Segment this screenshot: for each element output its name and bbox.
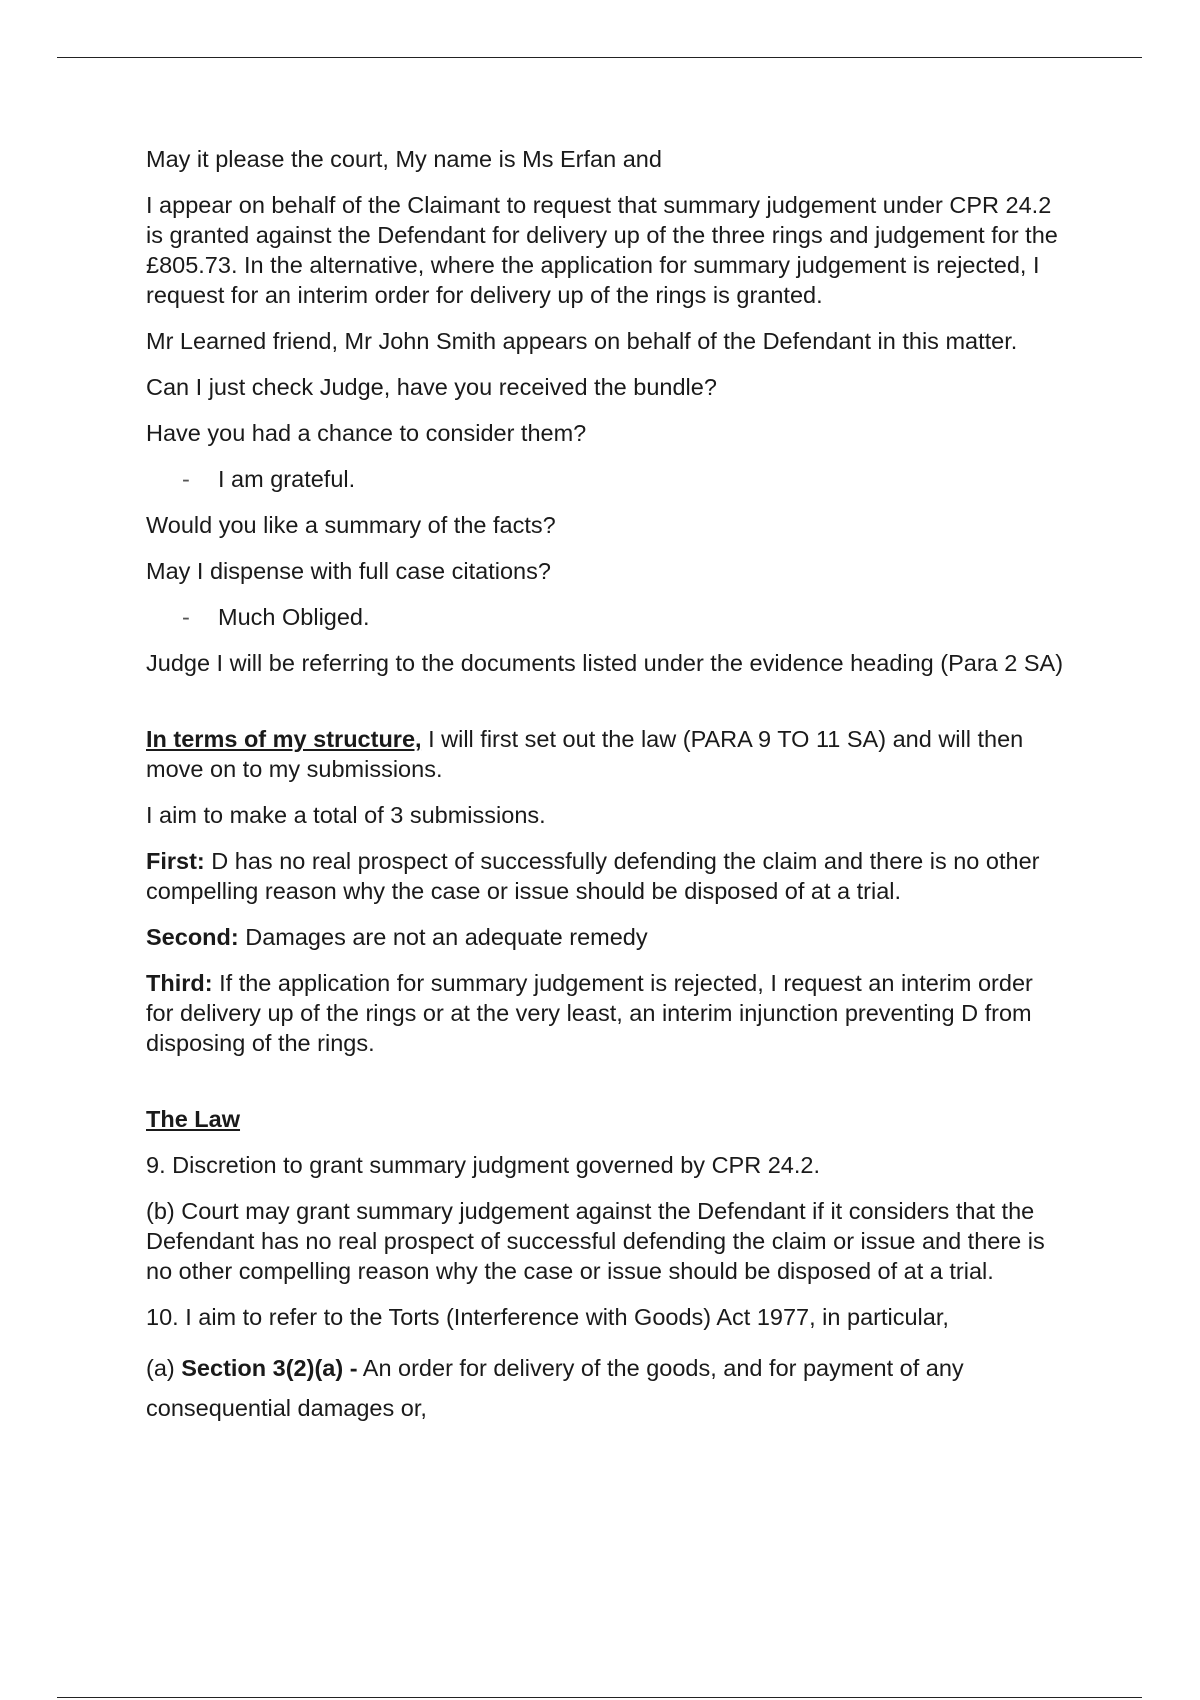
structure-rest: I will first set out the law (PARA 9 TO 11 SA) and will then move on to my submissions.: [146, 726, 1024, 782]
law-para-10a: [146, 1348, 1066, 1428]
law-para-10: 10. I aim to refer to the Torts (Interference with Goods) Act 1977, in particular,: [146, 1304, 949, 1330]
bullet-item-grateful: [146, 464, 1066, 494]
citations-question: May I dispense with full case citations?: [146, 558, 551, 584]
bundle-question: Can I just check Judge, have you received the bundle?: [146, 374, 717, 400]
second-text: Damages are not an adequate remedy: [238, 924, 648, 950]
defendant-counsel-paragraph: Mr Learned friend, Mr John Smith appears on behalf of the Defendant in this matter.: [146, 328, 1018, 354]
application-paragraph: I appear on behalf of the Claimant to request that summary judgement under CPR 24.2 is granted against the Defendant for delivery up of the three rings and judgement for the £805.73. In the alternative, where the application for summary judgement is rejected, I request for an interim order for delivery up of the rings is granted.: [146, 192, 1058, 308]
bullet-text: Much Obliged.: [218, 604, 370, 630]
spacer: [146, 1074, 1066, 1104]
first-label: First:: [146, 848, 205, 874]
law10a-text: An order for delivery of the goods, and for payment of any consequential damages or,: [146, 1355, 964, 1421]
second-label: Second:: [146, 924, 239, 950]
spacer: [146, 694, 1066, 724]
second-submission: [146, 922, 1066, 952]
bullet-item-obliged: [146, 602, 1066, 632]
opening-line: May it please the court, My name is Ms Erfan and: [146, 146, 662, 172]
law10a-section: Section 3(2)(a) -: [181, 1355, 358, 1381]
summary-question: Would you like a summary of the facts?: [146, 512, 556, 538]
dash-bullet: -: [182, 466, 190, 492]
law-heading: [146, 1104, 1066, 1134]
third-text: If the application for summary judgement is rejected, I request an interim order for delivery up of the rings or at the very least, an interim injunction preventing D from disposing of the rings.: [146, 970, 1033, 1056]
law-heading-text: The Law: [146, 1106, 241, 1132]
bottom-rule: [57, 1697, 1142, 1698]
law10a-prefix: (a): [146, 1355, 182, 1381]
dash-bullet: -: [182, 604, 190, 630]
structure-lead: In terms of my structure,: [146, 726, 422, 752]
top-rule: [57, 57, 1142, 58]
document-body: [146, 144, 1066, 1428]
bullet-text: I am grateful.: [218, 466, 356, 492]
law-para-9: 9. Discretion to grant summary judgment governed by CPR 24.2.: [146, 1152, 820, 1178]
first-submission: [146, 846, 1066, 906]
law-para-9b: (b) Court may grant summary judgement against the Defendant if it considers that the Defendant has no real prospect of successful defending the claim or issue and there is no other compelling reason why the case or issue should be disposed of at a trial.: [146, 1198, 1045, 1284]
third-label: Third:: [146, 970, 213, 996]
structure-paragraph: [146, 724, 1066, 784]
consider-question: Have you had a chance to consider them?: [146, 420, 587, 446]
submissions-count: I aim to make a total of 3 submissions.: [146, 802, 546, 828]
third-submission: [146, 968, 1066, 1058]
first-text: D has no real prospect of successfully defending the claim and there is no other compelling reason why the case or issue should be disposed of at a trial.: [146, 848, 1040, 904]
documents-paragraph: Judge I will be referring to the documents listed under the evidence heading (Para 2 SA): [146, 650, 1064, 676]
